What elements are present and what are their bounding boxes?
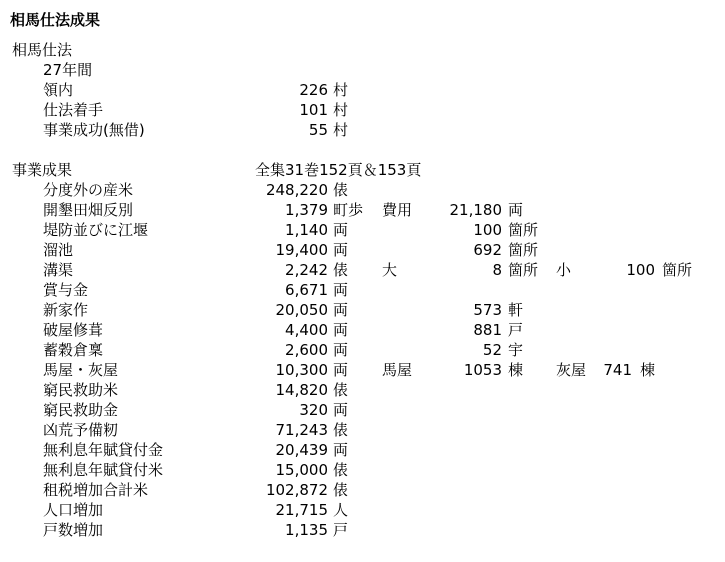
row-unit: 両 — [333, 361, 349, 379]
row-extra2-unit: 棟 — [640, 361, 656, 379]
row-value: 10,300 — [275, 361, 328, 379]
row-label: 租税増加合計米 — [43, 481, 149, 499]
row-value: 55 — [308, 121, 328, 139]
row-unit: 俵 — [333, 421, 349, 439]
row-unit: 両 — [333, 241, 349, 259]
row-extra-unit: 箇所 — [508, 221, 539, 239]
row-value: 14,820 — [275, 381, 328, 399]
row-value: 1,140 — [285, 221, 328, 239]
row-label: 無利息年賦貸付米 — [43, 461, 164, 479]
row-value: 2,600 — [285, 341, 328, 359]
row-label: 仕法着手 — [43, 101, 104, 119]
row-extra-value: 52 — [482, 341, 502, 359]
row-extra-label: 馬屋 — [382, 361, 413, 379]
row-value: 1,379 — [285, 201, 328, 219]
row-value: 6,671 — [285, 281, 328, 299]
row-label: 事業成功(無借) — [43, 121, 145, 139]
row-unit: 両 — [333, 221, 349, 239]
row-unit: 両 — [333, 321, 349, 339]
row-unit: 俵 — [333, 461, 349, 479]
row-unit: 俵 — [333, 261, 349, 279]
row-unit: 俵 — [333, 181, 349, 199]
section1-period: 27年間 — [43, 61, 93, 79]
row-label: 破屋修葺 — [43, 321, 104, 339]
row-unit: 両 — [333, 301, 349, 319]
row-unit: 両 — [333, 441, 349, 459]
row-extra-unit: 棟 — [508, 361, 524, 379]
row-value: 226 — [299, 81, 328, 99]
row-extra-label: 費用 — [382, 201, 413, 219]
row-label: 溝渠 — [43, 261, 74, 279]
row-unit: 町歩 — [333, 201, 364, 219]
row-unit: 俵 — [333, 381, 349, 399]
row-unit: 両 — [333, 341, 349, 359]
row-label: 開墾田畑反別 — [43, 201, 134, 219]
row-extra2-label: 灰屋 — [556, 361, 587, 379]
row-label: 新家作 — [43, 301, 89, 319]
row-extra-value: 100 — [473, 221, 502, 239]
row-value: 21,715 — [275, 501, 328, 519]
row-extra2-value: 741 — [603, 361, 632, 379]
row-extra-value: 8 — [492, 261, 502, 279]
row-value: 20,050 — [275, 301, 328, 319]
row-label: 窮民救助金 — [43, 401, 119, 419]
row-label: 無利息年賦貸付金 — [43, 441, 164, 459]
row-unit: 村 — [333, 101, 349, 119]
row-value: 102,872 — [265, 481, 328, 499]
row-extra-label: 大 — [382, 261, 398, 279]
row-extra-unit: 戸 — [508, 321, 524, 339]
row-value: 71,243 — [275, 421, 328, 439]
row-label: 堤防並びに江堰 — [43, 221, 149, 239]
row-value: 320 — [299, 401, 328, 419]
section2-heading: 事業成果 — [12, 161, 73, 179]
row-unit: 村 — [333, 121, 349, 139]
row-extra-unit: 箇所 — [508, 241, 539, 259]
row-value: 20,439 — [275, 441, 328, 459]
row-extra-unit: 箇所 — [508, 261, 539, 279]
row-label: 溜池 — [43, 241, 74, 259]
row-label: 人口増加 — [43, 501, 104, 519]
row-unit: 戸 — [333, 521, 349, 539]
row-unit: 両 — [333, 281, 349, 299]
row-extra2-value: 100 — [626, 261, 655, 279]
row-extra-unit: 軒 — [508, 301, 524, 319]
row-extra-value: 881 — [473, 321, 502, 339]
row-value: 101 — [299, 101, 328, 119]
row-extra-unit: 宇 — [508, 341, 524, 359]
row-value: 15,000 — [275, 461, 328, 479]
section1-heading: 相馬仕法 — [12, 41, 73, 59]
row-extra2-label: 小 — [556, 261, 572, 279]
row-extra-value: 692 — [473, 241, 502, 259]
row-extra-unit: 両 — [508, 201, 524, 219]
row-unit: 両 — [333, 401, 349, 419]
row-unit: 村 — [333, 81, 349, 99]
row-label: 領内 — [43, 81, 74, 99]
row-label: 馬屋・灰屋 — [43, 361, 119, 379]
row-label: 賞与金 — [43, 281, 89, 299]
row-value: 1,135 — [285, 521, 328, 539]
row-value: 2,242 — [285, 261, 328, 279]
row-value: 19,400 — [275, 241, 328, 259]
row-label: 窮民救助米 — [43, 381, 119, 399]
row-label: 蓄穀倉稟 — [43, 341, 104, 359]
row-extra-value: 573 — [473, 301, 502, 319]
row-unit: 人 — [333, 501, 349, 519]
row-extra2-unit: 箇所 — [662, 261, 693, 279]
row-value: 248,220 — [265, 181, 328, 199]
section2-reference: 全集31巻152頁＆153頁 — [255, 161, 422, 179]
row-value: 4,400 — [285, 321, 328, 339]
page-title: 相馬仕法成果 — [10, 11, 101, 29]
row-unit: 俵 — [333, 481, 349, 499]
row-extra-value: 21,180 — [449, 201, 502, 219]
row-extra-value: 1053 — [463, 361, 502, 379]
row-label: 凶荒予備籾 — [43, 421, 119, 439]
row-label: 戸数増加 — [43, 521, 104, 539]
row-label: 分度外の産米 — [43, 181, 134, 199]
